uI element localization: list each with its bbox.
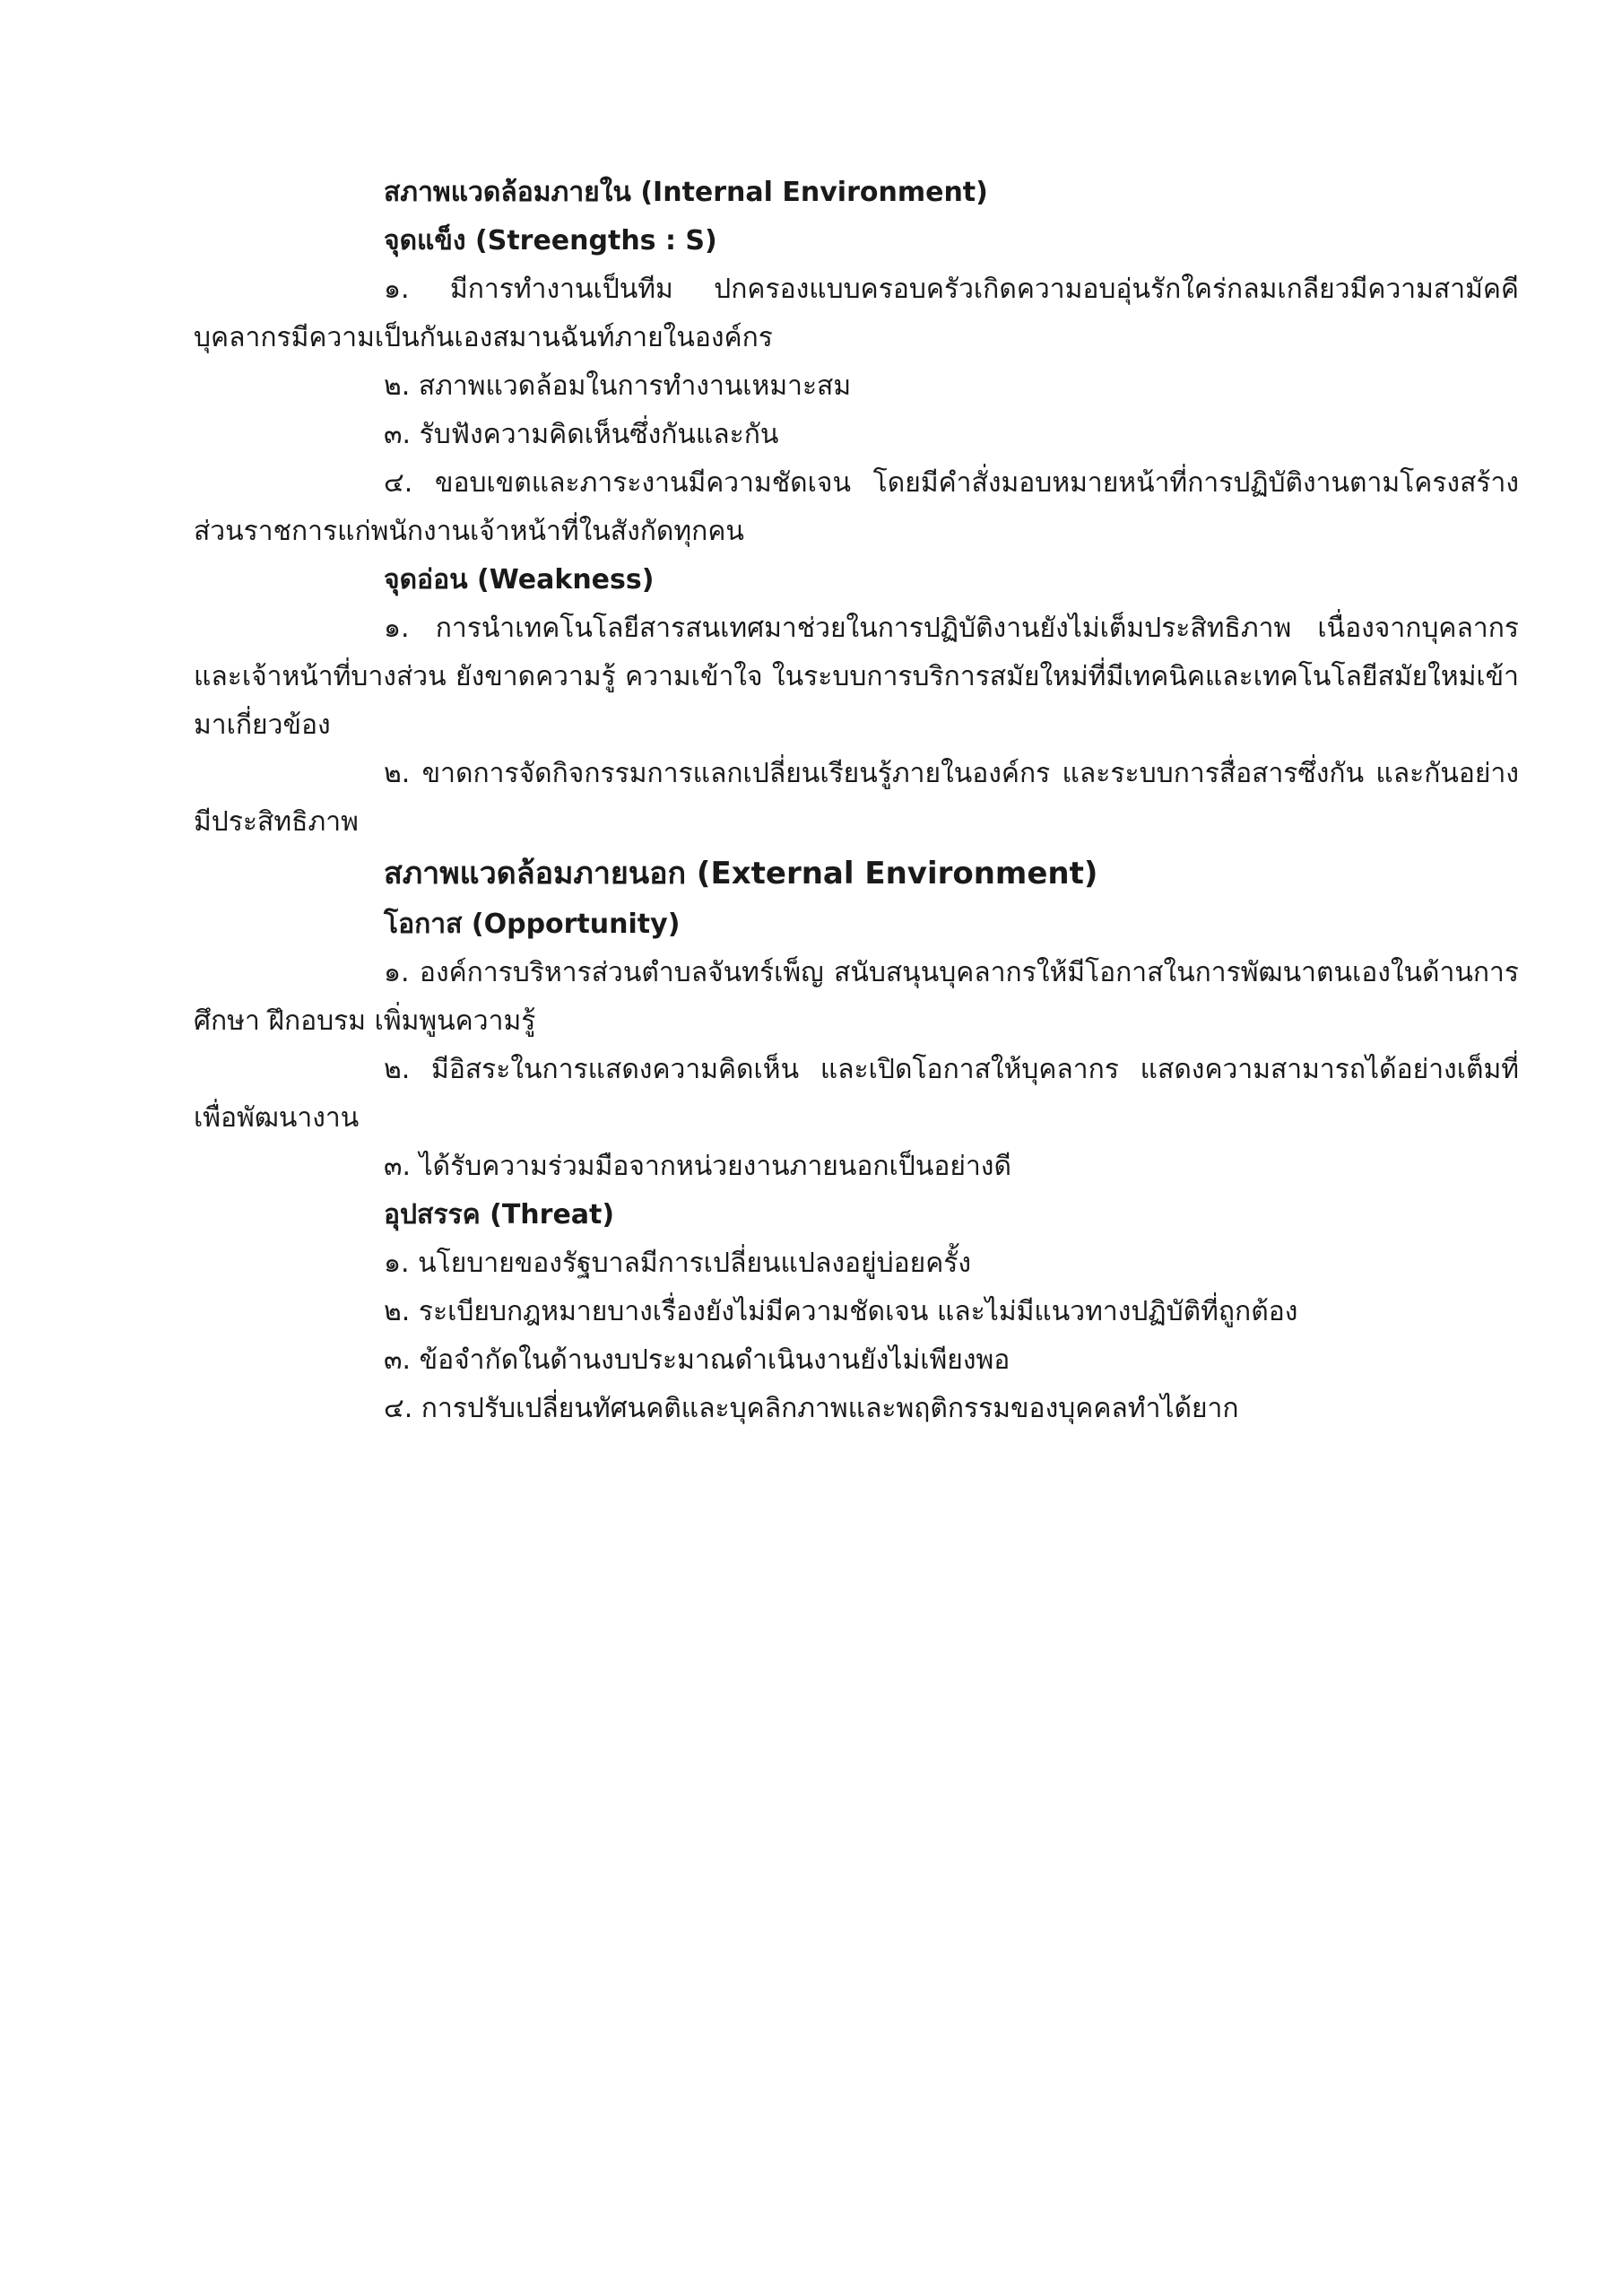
opportunity-heading: โอกาส (Opportunity) <box>384 909 681 940</box>
strengths-heading: จุดแข็ง (Streengths : S) <box>384 225 717 257</box>
threat-item-1: ๑. นโยบายของรัฐบาลมีการเปลี่ยนแปลงอยู่บ่อยครั้ง <box>384 1248 972 1279</box>
strength-item-2: ๒. สภาพแวดล้อมในการทำงานเหมาะสม <box>384 370 852 402</box>
weakness-item-2: ๒. ขาดการจัดกิจกรรมการแลกเปลี่ยนเรียนรู้ภายในองค์กร และระบบการสื่อสารซึ่งกัน และกันอย่างมีประสิทธิภาพ <box>194 758 1519 838</box>
swot-content <box>194 169 1519 1433</box>
threat-item-3: ๓. ข้อจำกัดในด้านงบประมาณดำเนินงานยังไม่เพียงพอ <box>384 1344 1010 1376</box>
strength-item-1: ๑. มีการทำงานเป็นทีม ปกครองแบบครอบครัวเกิดความอบอุ่นรักใคร่กลมเกลียวมีความสามัคคีบุคลากรมีความเป็นกันเองสมานฉันท์ภายในองค์กร <box>194 274 1519 353</box>
weakness-item-1: ๑. การนำเทคโนโลยีสารสนเทศมาช่วยในการปฏิบัติงานยังไม่เต็มประสิทธิภาพ เนื่องจากบุคลากรและเจ้าหน้าที่บางส่วน ยังขาดความรู้ ความเข้าใจ ในระบบการบริการสมัยใหม่ที่มีเทคนิคและเทคโนโลยีสมัยใหม่เข้ามาเกี่ยวข้อง <box>194 613 1519 741</box>
strength-item-4: ๔. ขอบเขตและภาระงานมีความชัดเจน โดยมีคำสั่งมอบหมายหน้าที่การปฏิบัติงานตามโครงสร้างส่วนราชการแก่พนักงานเจ้าหน้าที่ในสังกัดทุกคน <box>194 467 1519 547</box>
strength-item-3: ๓. รับฟังความคิดเห็นซึ่งกันและกัน <box>384 419 779 450</box>
opportunity-item-3: ๓. ได้รับความร่วมมือจากหน่วยงานภายนอกเป็นอย่างดี <box>384 1151 1011 1182</box>
threat-item-2: ๒. ระเบียบกฎหมายบางเรื่องยังไม่มีความชัดเจน และไม่มีแนวทางปฏิบัติที่ถูกต้อง <box>384 1296 1298 1327</box>
internal-environment-heading: สภาพแวดล้อมภายใน (Internal Environment) <box>384 177 988 208</box>
threat-item-4: ๔. การปรับเปลี่ยนทัศนคติและบุคลิกภาพและพฤติกรรมของบุคคลทำได้ยาก <box>384 1393 1239 1424</box>
weakness-heading: จุดอ่อน (Weakness) <box>384 564 655 596</box>
threat-heading: อุปสรรค (Threat) <box>384 1199 615 1231</box>
external-environment-heading: สภาพแวดล้อมภายนอก (External Environment) <box>384 856 1098 891</box>
opportunity-item-2: ๒. มีอิสระในการแสดงความคิดเห็น และเปิดโอกาสให้บุคลากร แสดงความสามารถได้อย่างเต็มที่เพื่อพัฒนางาน <box>194 1054 1519 1134</box>
opportunity-item-1: ๑. องค์การบริหารส่วนตำบลจันทร์เพ็ญ สนับสนุนบุคลากรให้มีโอกาสในการพัฒนาตนเองในด้านการศึกษา ฝึกอบรม เพิ่มพูนความรู้ <box>194 957 1519 1037</box>
